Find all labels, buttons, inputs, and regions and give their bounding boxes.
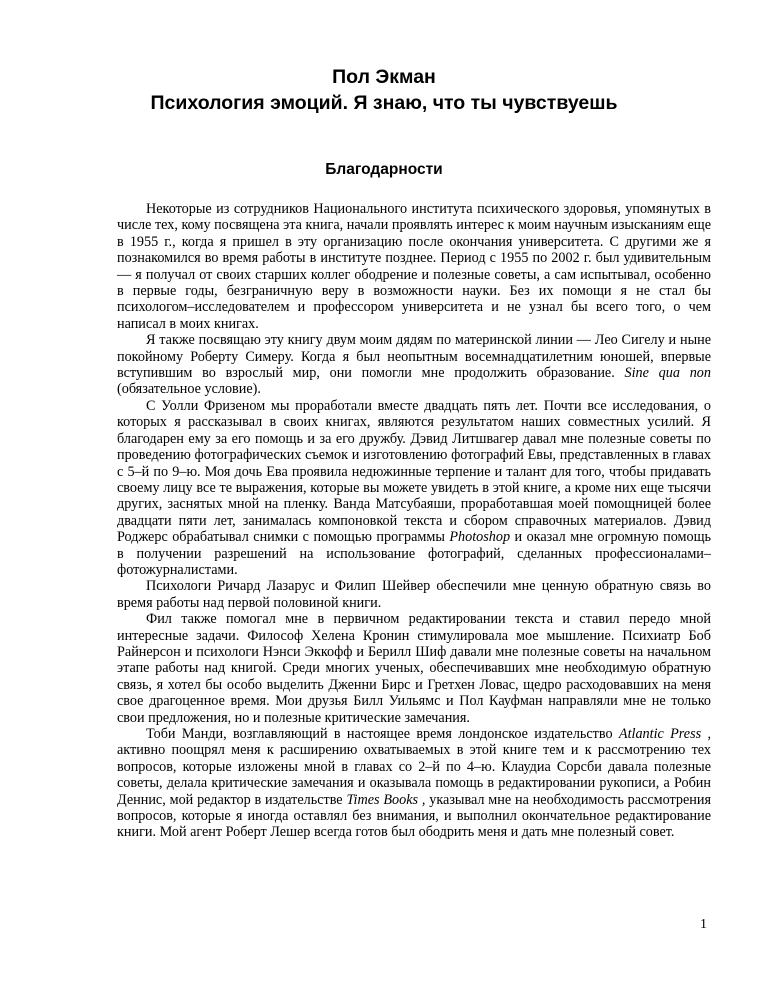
paragraph bbox=[117, 726, 711, 841]
title-block bbox=[0, 64, 768, 116]
book-title: Психология эмоций. Я знаю, что ты чувствуешь bbox=[150, 92, 618, 114]
paragraph: Психологи Ричард Лазарус и Филип Шейвер обеспечили мне ценную обратную связь во время работы над первой половиной книги. bbox=[117, 578, 711, 611]
paragraph-text: Тоби Манди, возглавляющий в настоящее время лондонское издательство bbox=[146, 726, 619, 742]
paragraph-text: и оказал мне огромную помощь в получении разрешений на использование фотографий, сделанных профессионалами–фотожурналистами. bbox=[117, 529, 711, 578]
paragraph bbox=[117, 398, 711, 578]
publisher-name: Times Books bbox=[346, 791, 419, 808]
software-name: Photoshop bbox=[449, 529, 511, 546]
latin-phrase: Sine qua non bbox=[624, 365, 711, 382]
body-text bbox=[117, 201, 711, 841]
paragraph-text: Я также посвящаю эту книгу двум моим дядям по материнской линии — Лео Сигелу и ныне покойному Роберту Симеру. Когда я был неопытным восемнадцатилетним юношей, впервые вступившим во взрослый мир, они помогли мне продолжить образование. bbox=[117, 332, 711, 382]
section-heading: Благодарности bbox=[325, 161, 443, 178]
paragraph bbox=[117, 332, 711, 398]
paragraph: Некоторые из сотрудников Национального института психического здоровья, упомянутых в числе тех, кому посвящена эта книга, начали проявлять интерес к моим научным изысканиям еще в 1955 г., когда я пришел в эту организацию после окончания университета. С другими же я познакомился во время работы в институте позднее. Период с 1955 по 2002 г. был удивительным — я получал от своих старших коллег ободрение и полезные советы, а сам испытывал, особенно в первые годы, безграничную веру в возможности науки. Без их помощи я не стал бы психологом–исследователем и профессором университета и не узнал бы всего того, о чем написал в моих книгах. bbox=[117, 201, 711, 332]
page-number: 1 bbox=[700, 917, 707, 932]
paragraph-text: С Уолли Фризеном мы проработали вместе двадцать пять лет. Почти все исследования, о которых я рассказывал в своих книгах, являются результатом наших совместных усилий. Я благодарен ему за его помощь и за его дружбу. Дэвид Литшвагер давал мне полезные советы по проведению фотографических съемок и изготовлению фотографий Евы, представленных в главах с 5–й по 9–ю. Моя дочь Ева проявила недюжинные терпение и талант для того, чтобы придавать своему лицу все те выражения, которые вы можете увидеть в этой книге, а кроме них еще тысячи других, заснятых мной на пленку. Ванда Матсубаяши, проработавшая моей помощницей более двадцати пяти лет, занималась компоновкой текста и сбором справочных материалов. Дэвид Роджерс обрабатывал снимки с помощью программы bbox=[117, 397, 711, 546]
paragraph-text: , указывал мне на необходимость рассмотрения вопросов, которые я иногда оставлял без внимания, и выполнил окончательное редактирование книги. Мой агент Роберт Лешер всегда готов был ободрить меня и дать мне полезный совет. bbox=[117, 791, 711, 841]
paragraph: Фил также помогал мне в первичном редактировании текста и ставил передо мной интересные задачи. Философ Хелена Кронин стимулировала мое мышление. Психиатр Боб Райнерсон и психологи Нэнси Эккофф и Берилл Шиф давали мне полезные советы на начальном этапе работы над книгой. Среди многих ученых, обеспечивавших мне необходимую обратную связь, я хотел бы особо выделить Дженни Бирс и Гретхен Ловас, щедро расходовавших на меня свое драгоценное время. Мои друзья Билл Уильямс и Пол Кауфман направляли мне не только свои предложения, но и полезные критические замечания. bbox=[117, 611, 711, 726]
author-name: Пол Экман bbox=[332, 66, 436, 88]
publisher-name: Atlantic Press bbox=[618, 726, 702, 742]
paragraph-text: (обязательное условие). bbox=[117, 381, 261, 398]
paragraph-text: , активно поощрял меня к расширению охватываемых в этой книге тем и к рассмотрению тех вопросов, которые изложены мной в главах со 2–й по 4–ю. Клаудиа Сорсби давала полезные советы, делала критические замечания и оказывала помощь в редактировании рукописи, а Робин Деннис, мой редактор в издательстве bbox=[117, 726, 712, 808]
